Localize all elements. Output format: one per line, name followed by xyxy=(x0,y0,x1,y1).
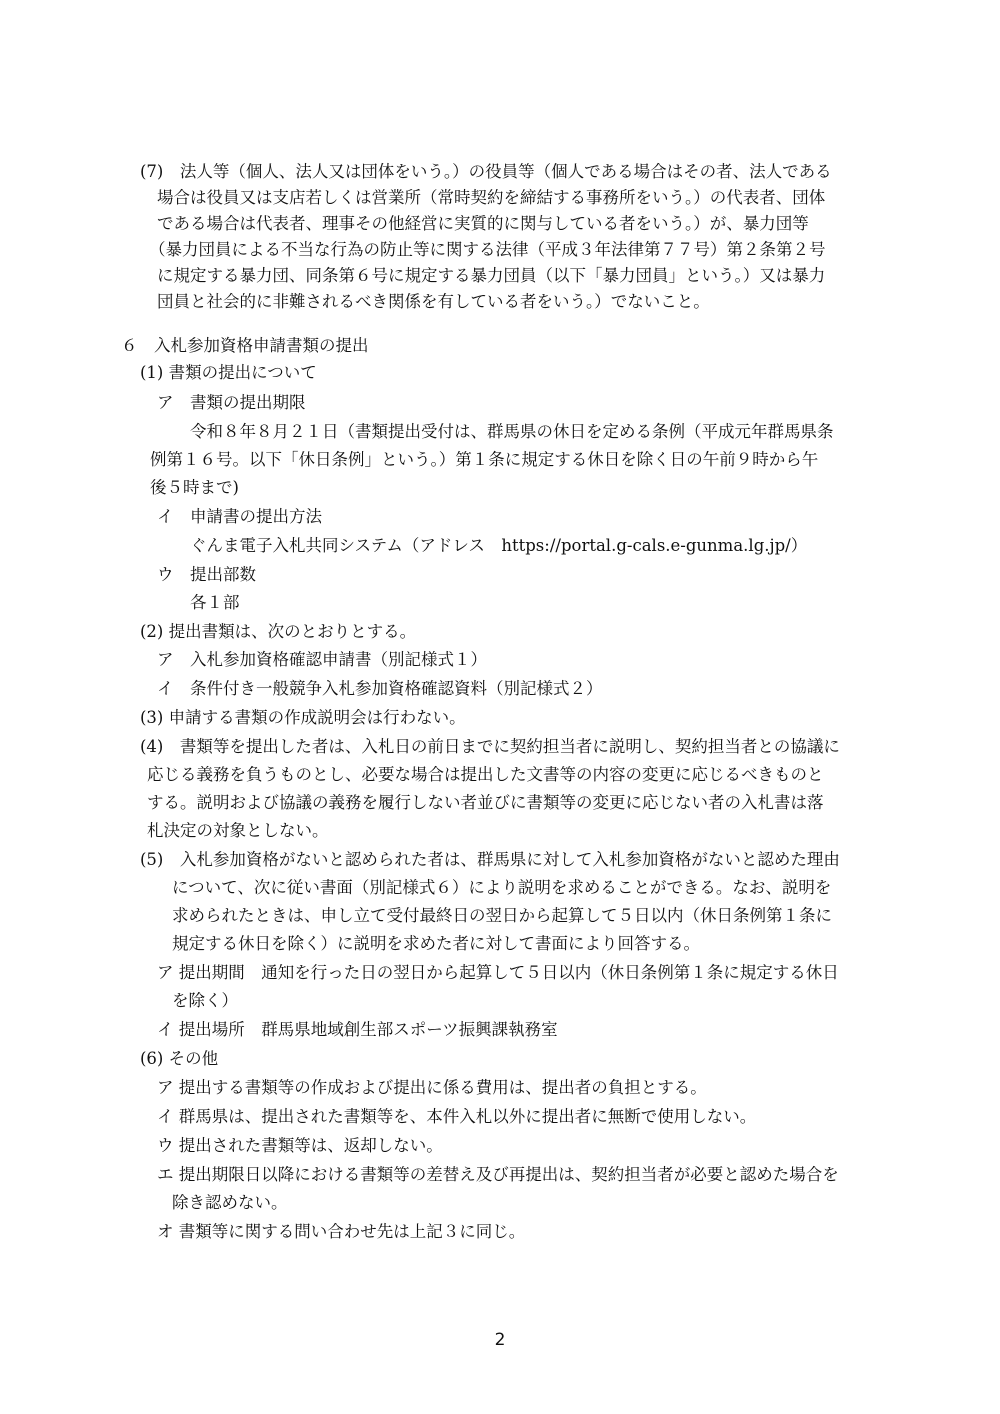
item7-line: である場合は代表者、理事その他経営に実質的に関与している者をいう。）が、暴力団等 xyxy=(157,214,809,233)
list-item: 除き認めない。 xyxy=(172,1193,288,1212)
list-item: ア 提出期間 通知を行った日の翌日から起算して５日以内（休日条例第１条に規定する休日 xyxy=(157,963,839,982)
subsection-text: (3) 申請する書類の作成説明会は行わない。 xyxy=(140,708,466,727)
subsection-line: する。説明および協議の義務を履行しない者並びに書類等の変更に応じない者の入札書は落 xyxy=(147,793,824,812)
subsection-line: 応じる義務を負うものとし、必要な場合は提出した文書等の内容の変更に応じるべきものと xyxy=(147,765,824,784)
subsection-line: (5) 入札参加資格がないと認められた者は、群馬県に対して入札参加資格がないと認めた理由 xyxy=(140,850,840,869)
item-heading: イ 申請書の提出方法 xyxy=(157,507,322,526)
item-heading: ウ 提出部数 xyxy=(157,565,256,584)
list-item: イ 群馬県は、提出された書類等を、本件入札以外に提出者に無断で使用しない。 xyxy=(157,1107,757,1126)
subsection-line: 札決定の対象としない。 xyxy=(147,821,329,840)
list-item: ウ 提出された書類等は、返却しない。 xyxy=(157,1136,443,1155)
page-number: 2 xyxy=(494,1330,506,1350)
list-item: イ 提出場所 群馬県地域創生部スポーツ振興課執務室 xyxy=(157,1020,558,1039)
subsection-line: 規定する休日を除く）に説明を求めた者に対して書面により回答する。 xyxy=(172,934,700,953)
item7-line: (7) 法人等（個人、法人又は団体をいう。）の役員等（個人である場合はその者、法人である xyxy=(140,162,832,181)
deadline-text: 例第１６号。以下「休日条例」という。）第１条に規定する休日を除く日の午前９時から午 xyxy=(150,450,819,469)
item7-line: 団員と社会的に非難されるべき関係を有している者をいう。）でないこと。 xyxy=(157,292,710,311)
section-heading: ６ 入札参加資格申請書類の提出 xyxy=(121,336,369,355)
subsection-line: 求められたときは、申し立て受付最終日の翌日から起算して５日以内（休日条例第１条に xyxy=(172,906,832,925)
copies-text: 各１部 xyxy=(190,593,240,612)
list-item: イ 条件付き一般競争入札参加資格確認資料（別記様式２） xyxy=(157,679,603,698)
item7-line: に規定する暴力団、同条第６号に規定する暴力団員（以下「暴力団員」という。）又は暴力 xyxy=(157,266,826,285)
list-item: ア 入札参加資格確認申請書（別記様式１） xyxy=(157,650,487,669)
submission-method-text: ぐんま電子入札共同システム（アドレス https://portal.g-cals.e-gunma.lg.jp/） xyxy=(190,536,808,555)
list-item: エ 提出期限日以降における書類等の差替え及び再提出は、契約担当者が必要と認めた場合を xyxy=(157,1165,839,1184)
subsection-line: について、次に従い書面（別記様式６）により説明を求めることができる。なお、説明を xyxy=(172,878,832,897)
deadline-text: 後５時まで) xyxy=(150,478,239,497)
list-item: を除く） xyxy=(172,991,238,1010)
subsection-line: (4) 書類等を提出した者は、入札日の前日までに契約担当者に説明し、契約担当者との協議に xyxy=(140,737,840,756)
list-item: ア 提出する書類等の作成および提出に係る費用は、提出者の負担とする。 xyxy=(157,1078,707,1097)
item7-line: 場合は役員又は支店若しくは営業所（常時契約を締結する事務所をいう。）の代表者、団体 xyxy=(157,188,826,207)
item7-line: （暴力団員による不当な行為の防止等に関する法律（平成３年法律第７７号）第２条第２号 xyxy=(149,240,826,259)
subsection-heading: (1) 書類の提出について xyxy=(140,363,317,382)
list-item: オ 書類等に関する問い合わせ先は上記３に同じ。 xyxy=(157,1222,526,1241)
deadline-text: 令和８年８月２１日（書類提出受付は、群馬県の休日を定める条例（平成元年群馬県条 xyxy=(190,422,834,441)
item-heading: ア 書類の提出期限 xyxy=(157,393,306,412)
subsection-heading: (6) その他 xyxy=(140,1049,219,1068)
subsection-heading: (2) 提出書類は、次のとおりとする。 xyxy=(140,622,417,641)
